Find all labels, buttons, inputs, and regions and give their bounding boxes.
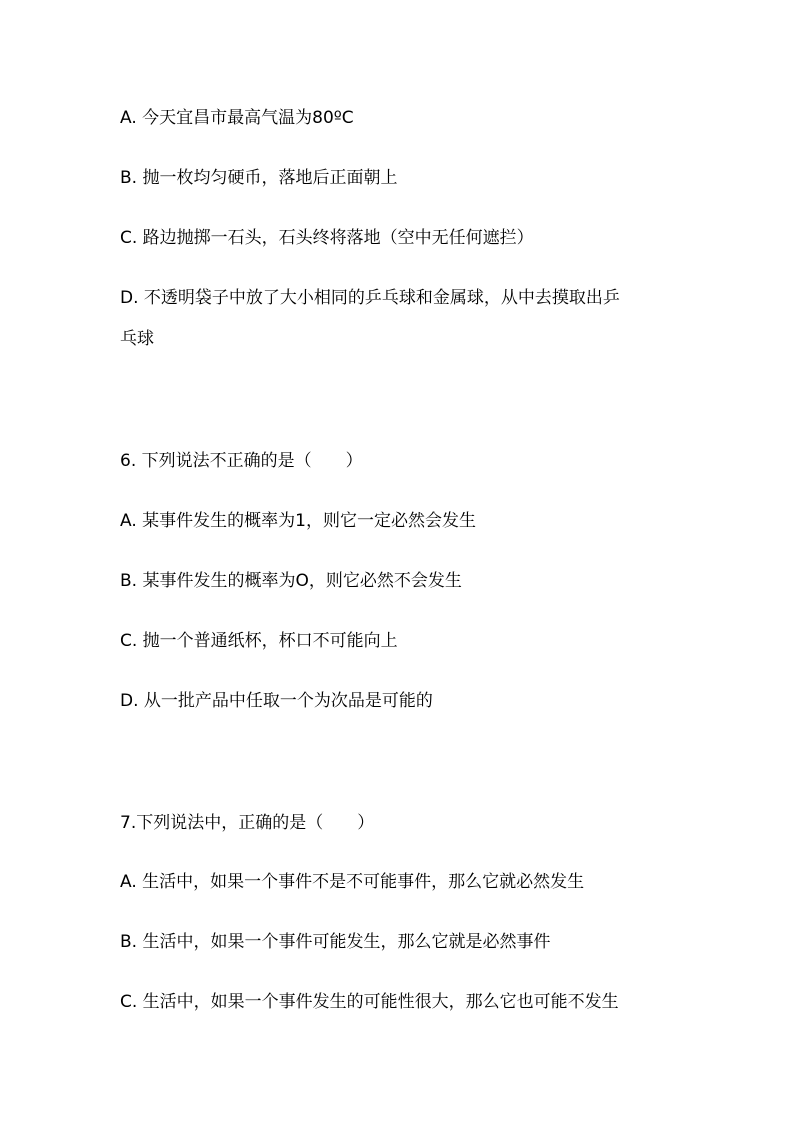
q5-option-d: D. 不透明袋子中放了大小相同的乒乓球和金属球，从中去摸取出乒 — [120, 288, 620, 308]
question-6: 6. 下列说法不正确的是（ ） — [120, 451, 363, 471]
q5-option-a: A. 今天宜昌市最高气温为80ºC — [120, 108, 354, 128]
q7-option-c: C. 生活中，如果一个事件发生的可能性很大，那么它也可能不发生 — [120, 992, 619, 1012]
q6-option-d: D. 从一批产品中任取一个为次品是可能的 — [120, 691, 433, 711]
q5-option-d-continued: 乓球 — [120, 329, 154, 349]
q5-option-c: C. 路边抛掷一石头，石头终将落地（空中无任何遮拦） — [120, 228, 534, 248]
q5-option-b: B. 抛一枚均匀硬币，落地后正面朝上 — [120, 168, 398, 188]
q7-option-b: B. 生活中，如果一个事件可能发生，那么它就是必然事件 — [120, 932, 551, 952]
question-7: 7.下列说法中，正确的是（ ） — [120, 813, 375, 833]
q6-option-b: B. 某事件发生的概率为O，则它必然不会发生 — [120, 571, 462, 591]
q7-option-a: A. 生活中，如果一个事件不是不可能事件，那么它就必然发生 — [120, 872, 585, 892]
q6-option-a: A. 某事件发生的概率为1，则它一定必然会发生 — [120, 511, 476, 531]
q6-option-c: C. 抛一个普通纸杯，杯口不可能向上 — [120, 631, 398, 651]
